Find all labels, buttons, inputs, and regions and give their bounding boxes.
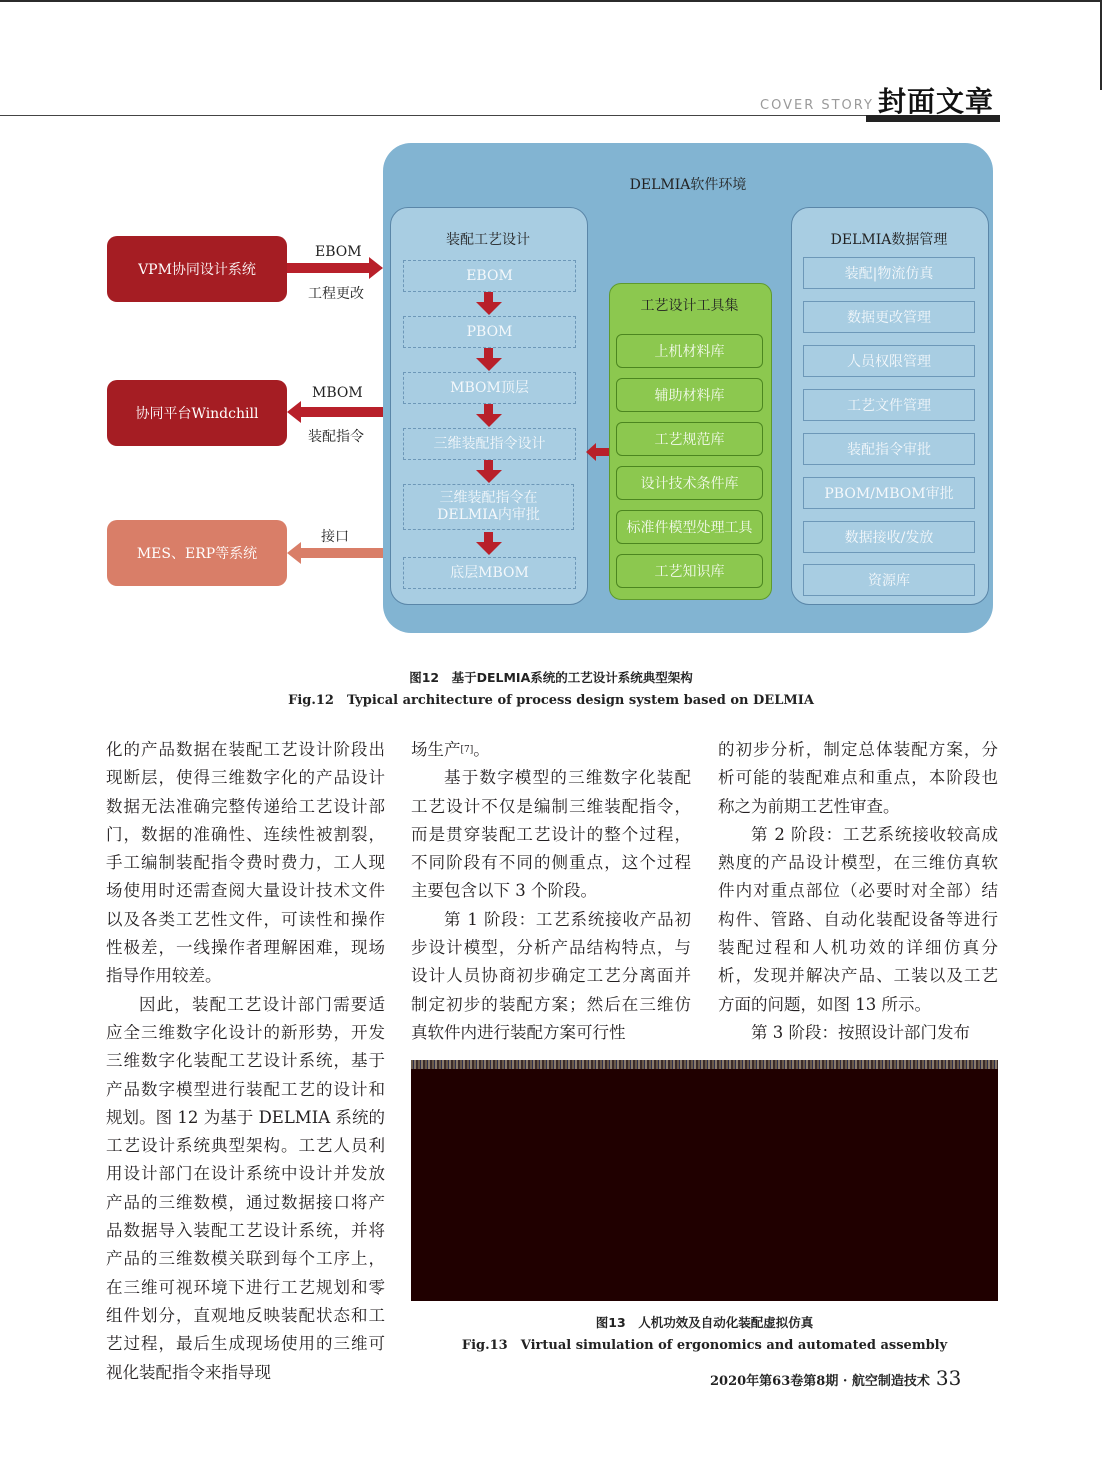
data-item: PBOM/MBOM审批 — [803, 477, 975, 509]
right-arrow-icon — [287, 256, 384, 280]
figure-13-image — [411, 1060, 998, 1301]
tool-item: 工艺知识库 — [616, 554, 763, 588]
tool-item: 上机材料库 — [616, 334, 763, 368]
data-item: 人员权限管理 — [803, 345, 975, 377]
tool-item: 工艺规范库 — [616, 422, 763, 456]
top-frame-line — [0, 0, 1102, 2]
assembly-step: 三维装配指令在DELMIA内审批 — [403, 484, 574, 530]
page-number: 33 — [935, 1366, 962, 1390]
arrow-label: MBOM — [312, 385, 363, 401]
column-2 — [411, 736, 691, 1047]
data-item: 资源库 — [803, 564, 975, 596]
paragraph: 第 2 阶段：工艺系统接收较高成熟度的产品设计模型，在三维仿真软件内对重点部位（必要时对全部）结构件、管路、自动化装配设备等进行装配过程和人机功效的详细仿真分析，发现并解决产品、工装以及工艺方面的问题，如图 13 所示。 — [718, 824, 998, 1014]
data-item: 装配指令审批 — [803, 433, 975, 465]
column-3 — [718, 736, 998, 1047]
data-item: 数据更改管理 — [803, 301, 975, 333]
tools-panel-title: 工艺设计工具集 — [640, 298, 739, 314]
assembly-step: MBOM顶层 — [403, 372, 576, 404]
paragraph: 化的产品数据在装配工艺设计阶段出现断层，使得三维数字化的产品设计数据无法准确完整传递给工艺设计部门，数据的准确性、连续性被割裂，手工编制装配指令费时费力，工人现场使用时还需查阅大量设计技术文件以及各类工艺性文件，可读性和操作性极差，一线操作者理解困难，现场指导作用较差。 — [106, 740, 385, 986]
tool-item: 标准件模型处理工具 — [616, 510, 763, 544]
text-run: 。 — [473, 740, 490, 759]
assembly-step: PBOM — [403, 316, 576, 348]
down-arrow-icon — [476, 404, 502, 427]
cover-story-cn: 封面文章 — [878, 85, 995, 118]
down-arrow-icon — [476, 292, 502, 315]
column-1 — [106, 736, 385, 1387]
data-item: 数据接收/发放 — [803, 521, 975, 553]
external-system-vpm: VPM协同设计系统 — [107, 236, 287, 302]
paragraph: 的初步分析，制定总体装配方案，分析可能的装配难点和重点，本阶段也称之为前期工艺性审查。 — [718, 740, 998, 816]
data-panel-title: DELMIA数据管理 — [830, 232, 948, 248]
paragraph: 因此，装配工艺设计部门需要适应全三维数字化设计的新形势，开发三维数字化装配工艺设计系统，基于产品数字模型进行装配工艺的设计和规划。图 12 为基于 DELMIA 系统的工艺设计系统典型架构。工艺人员利用设计部门在设计系统中设计并发放产品的三维数模，通过数据接口将产品数据导入装配工艺设计系统，并将产品的三维数模关联到每个工序上，在三维可视环境下进行工艺规划和零组件划分，直观地反映装配状态和工艺过程，最后生成现场使用的三维可视化装配指令来指导现 — [106, 994, 385, 1382]
assembly-step: EBOM — [403, 260, 576, 292]
down-arrow-icon — [476, 460, 502, 483]
cover-story-en: COVER STORY — [760, 98, 874, 113]
arrow-label: 装配指令 — [308, 429, 364, 445]
paragraph — [411, 736, 691, 764]
footer — [710, 1366, 961, 1390]
fig12-caption-en: Fig.12 Typical architecture of process design system based on DELMIA — [288, 693, 814, 708]
data-item: 工艺文件管理 — [803, 389, 975, 421]
figure-13-image-strip — [411, 1060, 998, 1069]
env-title: DELMIA软件环境 — [629, 177, 747, 193]
arrow-label: 工程更改 — [308, 286, 364, 302]
tool-item: 辅助材料库 — [616, 378, 763, 412]
fig12-caption-cn: 图12 基于DELMIA系统的工艺设计系统典型架构 — [409, 670, 693, 685]
left-arrow-icon — [287, 541, 384, 565]
left-arrow-icon — [586, 442, 610, 462]
journal-issue: 2020年第63卷第8期 · 航空制造技术 — [710, 1374, 930, 1389]
left-arrow-icon — [287, 400, 384, 424]
paragraph: 基于数字模型的三维数字化装配工艺设计不仅是编制三维装配指令，而是贯穿装配工艺设计的整个过程，不同阶段有不同的侧重点，这个过程主要包含以下 3 个阶段。 — [411, 768, 691, 901]
external-system-windchill: 协同平台Windchill — [107, 380, 287, 446]
fig13-caption-en: Fig.13 Virtual simulation of ergonomics and automated assembly — [461, 1338, 948, 1353]
fig13-caption-cn: 图13 人机功效及自动化装配虚拟仿真 — [595, 1315, 814, 1330]
paragraph: 第 1 阶段：工艺系统接收产品初步设计模型，分析产品结构特点，与设计人员协商初步确定工艺分离面并制定初步的装配方案；然后在三维仿真软件内进行装配方案可行性 — [411, 909, 691, 1042]
external-system-mes-erp: MES、ERP等系统 — [107, 520, 287, 586]
header-rule — [0, 115, 1000, 116]
text-run: 场生产 — [411, 740, 461, 759]
assembly-step: 三维装配指令设计 — [403, 428, 576, 460]
tool-item: 设计技术条件库 — [616, 466, 763, 500]
arrow-label: 接口 — [321, 529, 349, 545]
down-arrow-icon — [476, 348, 502, 371]
flow-arrows — [474, 290, 504, 560]
data-item: 装配|物流仿真 — [803, 257, 975, 289]
citation: [7] — [460, 745, 474, 755]
arrow-label: EBOM — [315, 244, 362, 260]
assembly-step: 底层MBOM — [403, 557, 576, 589]
down-arrow-icon — [476, 532, 502, 555]
assembly-panel-title: 装配工艺设计 — [446, 232, 530, 248]
paragraph: 第 3 阶段：按照设计部门发布 — [751, 1022, 970, 1042]
